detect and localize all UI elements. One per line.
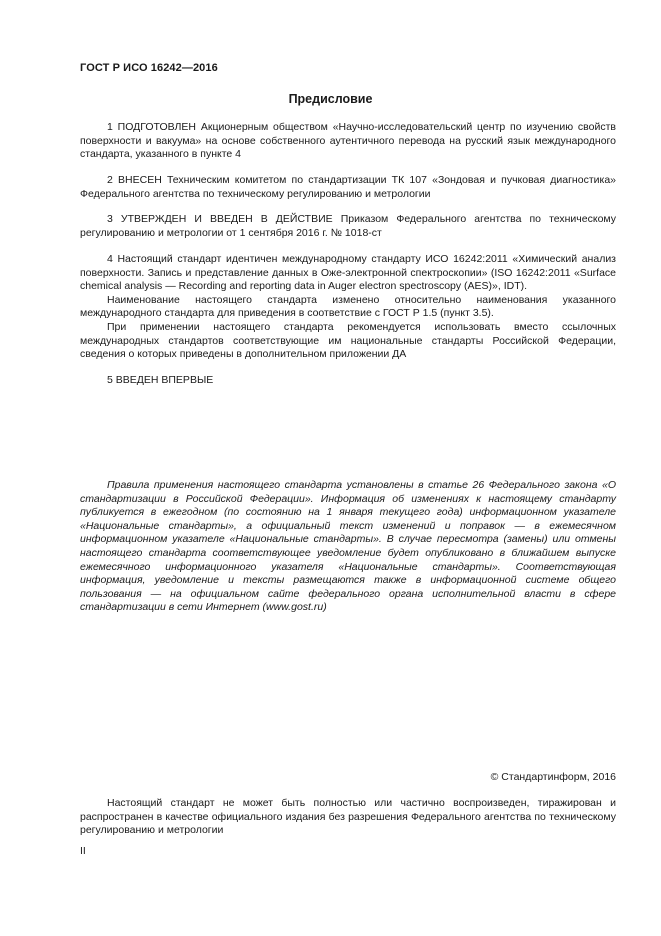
document-id: ГОСТ Р ИСО 16242—2016 <box>80 62 218 74</box>
reproduction-notice <box>80 797 616 838</box>
foreword-item-2 <box>80 174 616 201</box>
item-2-text: 2 ВНЕСЕН Техническим комитетом по стандартизации ТК 107 «Зондовая и пучковая диагностика» Федерального агентства по техническому регулированию и метрологии <box>80 174 616 200</box>
item-3-text: 3 УТВЕРЖДЕН И ВВЕДЕН В ДЕЙСТВИЕ Приказом Федерального агентства по техническому регулированию и метрологии от 1 сентября 2016 г. № 1018-ст <box>80 213 616 239</box>
item-4-text-3: При применении настоящего стандарта рекомендуется использовать вместо ссылочных международных стандартов соответствующие им национальные стандарты Российской Федерации, сведения о которых приведены в дополнительном приложении ДА <box>80 320 616 361</box>
standard-usage-notice <box>80 479 616 615</box>
foreword-item-3 <box>80 213 616 240</box>
page-number: II <box>80 845 86 857</box>
foreword-item-5 <box>80 374 616 388</box>
notice-text: Правила применения настоящего стандарта установлены в статье 26 Федерального закона «О стандартизации в Российской Федерации». Информация об изменениях к настоящему стандарту публикуется в ежегодном (по состоянию на 1 января текущего года) информационном указателе «Национальные стандарты», а официальный текст изменений и поправок — в ежемесячном информационном указателе «Национальные стандарты». В случае пересмотра (замены) или отмены настоящего стандарта соответствующее уведомление будет опубликовано в ближайшем выпуске ежемесячного информационного указателя «Национальные стандарты». Соответствующая информация, уведомление и тексты размещаются также в информационной системе общего пользования — на официальном сайте федерального органа исполнительной власти в сфере стандартизации в сети Интернет (www.gost.ru) <box>80 479 616 614</box>
foreword-item-1 <box>80 121 616 162</box>
copyright: © Стандартинформ, 2016 <box>490 771 616 783</box>
item-1-text: 1 ПОДГОТОВЛЕН Акционерным обществом «Научно-исследовательский центр по изучению свойств поверхности и вакуума» на основе собственного аутентичного перевода на русский язык международного стандарта, указанного в пункте 4 <box>80 121 616 161</box>
item-4-text-2: Наименование настоящего стандарта изменено относительно наименования указанного международного стандарта для приведения в соответствие с ГОСТ Р 1.5 (пункт 3.5). <box>80 293 616 320</box>
item-4-text: 4 Настоящий стандарт идентичен международному стандарту ИСО 16242:2011 «Химический анализ поверхности. Запись и представление данных в Оже-электронной спектроскопии» (ISO 16242:2011 «Surface chemical analysis — Recording and reporting data in Auger electron spectroscopy (AES)», IDT). <box>80 253 616 293</box>
foreword-item-4 <box>80 253 616 362</box>
page-title: Предисловие <box>288 92 373 106</box>
item-5-text: 5 ВВЕДЕН ВПЕРВЫЕ <box>107 374 214 386</box>
reproduction-text: Настоящий стандарт не может быть полностью или частично воспроизведен, тиражирован и распространен в качестве официального издания без разрешения Федерального агентства по техническому регулированию и метрологии <box>80 797 616 837</box>
